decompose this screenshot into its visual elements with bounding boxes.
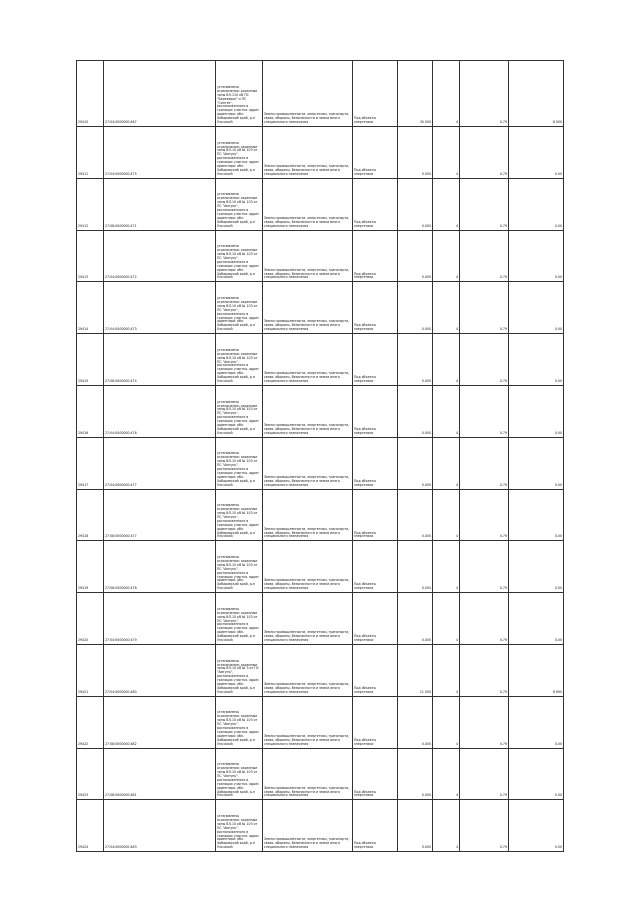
cadastral-number-cell: 27:08:0000000:477 <box>104 489 216 541</box>
value-cell: 0.00 <box>509 127 564 179</box>
area-cell: 0.000 <box>398 800 433 852</box>
rate-cell: 0.79 <box>460 282 509 334</box>
permitted-use-cell: Под объекты энергетики <box>353 61 398 127</box>
row-number-cell: 29417 <box>77 437 104 489</box>
table-row <box>77 437 564 489</box>
value-cell: 0.00 <box>509 489 564 541</box>
row-number-cell: 29412 <box>77 178 104 230</box>
cadastral-number-cell: 27:04:0000000:467 <box>104 61 216 127</box>
value-cell: 0.00 <box>509 230 564 282</box>
description-cell: установлены ограничения: охранные зоны ВЛ-10 кВ № 103 от ПС "Амгунь", расположенного в границах участка. адрес ориентира: обл. Хабаровский край, р-н Ульчский <box>216 385 263 437</box>
value-cell: 0.00 <box>509 282 564 334</box>
area-cell: 0.000 <box>398 127 433 179</box>
row-number-cell: 29415 <box>77 334 104 386</box>
area-cell: 11 000 <box>398 644 433 696</box>
permitted-use-cell: Под объекты энергетики <box>353 230 398 282</box>
row-number-cell: 29414 <box>77 282 104 334</box>
area-cell: 0.000 <box>398 593 433 645</box>
row-number-cell: 29423 <box>77 748 104 800</box>
row-number-cell: 29411 <box>77 127 104 179</box>
permitted-use-cell: Под объекты энергетики <box>353 541 398 593</box>
row-number-cell: 29424 <box>77 800 104 852</box>
area-cell: 0.000 <box>398 748 433 800</box>
cadastral-number-cell: 27:04:0000000:473 <box>104 282 216 334</box>
area-cell: 0.000 <box>398 334 433 386</box>
rate-cell: 0.79 <box>460 541 509 593</box>
row-number-cell: 29420 <box>77 593 104 645</box>
rate-cell: 0.79 <box>460 61 509 127</box>
row-number-cell: 29419 <box>77 541 104 593</box>
rate-cell: 0.79 <box>460 489 509 541</box>
cadastral-number-cell: 27:08:0000000:478 <box>104 541 216 593</box>
description-cell: установлены ограничения: охранные зоны ВЛ-10 кВ № 103 от ПС "Амгунь", расположенного в границах участка. адрес ориентира: обл. Хабаровский край, р-н Ульчский <box>216 696 263 748</box>
row-number-cell: 29410 <box>77 61 104 127</box>
table-row <box>77 489 564 541</box>
area-cell: 0.000 <box>398 437 433 489</box>
land-category-cell: Земли промышленности, энергетики, транспорта, связи, обороны, безопасности и земли иного специального назначения <box>263 748 353 800</box>
value-cell: 0.00 <box>509 541 564 593</box>
table-row <box>77 748 564 800</box>
permitted-use-cell: Под объекты энергетики <box>353 437 398 489</box>
value-cell: 0.00 <box>509 437 564 489</box>
area-cell: 0.000 <box>398 696 433 748</box>
description-cell: установлены ограничения: охранные зоны ВЛ-10 кВ № 103 от ПС "Амгунь", расположенного в границах участка. адрес ориентира: обл. Хабаровский край, р-н Ульчский <box>216 489 263 541</box>
value-cell: 0.00 <box>509 748 564 800</box>
permitted-use-cell: Под объекты энергетики <box>353 282 398 334</box>
cadastral-number-cell: 27:04:0000000:483 <box>104 800 216 852</box>
land-category-cell: Земли промышленности, энергетики, транспорта, связи, обороны, безопасности и земли иного специального назначения <box>263 696 353 748</box>
rate-cell: 0.79 <box>460 334 509 386</box>
factor-cell: 4 <box>433 127 460 179</box>
description-cell: установлены ограничения: охранные зоны ВЛ-10 кВ № 103 от ПС "Амгунь", расположенного в границах участка. адрес ориентира: обл. Хабаровский край, р-н Ульчский <box>216 127 263 179</box>
description-cell: установлены ограничения: охранные зоны ВЛ-10 кВ № 103 от ПС "Амгунь", расположенного в границах участка. адрес ориентира: обл. Хабаровский край, р-н Ульчский <box>216 282 263 334</box>
factor-cell: 4 <box>433 230 460 282</box>
land-category-cell: Земли промышленности, энергетики, транспорта, связи, обороны, безопасности и земли иного специального назначения <box>263 385 353 437</box>
land-category-cell: Земли промышленности, энергетики, транспорта, связи, обороны, безопасности и земли иного специального назначения <box>263 334 353 386</box>
permitted-use-cell: Под объекты энергетики <box>353 748 398 800</box>
area-cell: 30 000 <box>398 61 433 127</box>
value-cell: 0.00 <box>509 385 564 437</box>
rate-cell: 0.79 <box>460 127 509 179</box>
rate-cell: 0.79 <box>460 748 509 800</box>
permitted-use-cell: Под объекты энергетики <box>353 800 398 852</box>
land-category-cell: Земли промышленности, энергетики, транспорта, связи, обороны, безопасности и земли иного специального назначения <box>263 61 353 127</box>
row-number-cell: 29418 <box>77 489 104 541</box>
rate-cell: 0.79 <box>460 696 509 748</box>
table-row <box>77 230 564 282</box>
cadastral-number-cell: 27:08:0000000:474 <box>104 334 216 386</box>
value-cell: 0.00 <box>509 593 564 645</box>
cadastral-number-cell: 27:08:0000000:481 <box>104 748 216 800</box>
factor-cell: 4 <box>433 178 460 230</box>
area-cell: 0.000 <box>398 489 433 541</box>
rate-cell: 0.79 <box>460 800 509 852</box>
rate-cell: 0.79 <box>460 230 509 282</box>
rate-cell: 0.79 <box>460 593 509 645</box>
rate-cell: 0.79 <box>460 437 509 489</box>
cadastral-number-cell: 27:04:0000000:472 <box>104 230 216 282</box>
table-row <box>77 334 564 386</box>
table-row <box>77 282 564 334</box>
permitted-use-cell: Под объекты энергетики <box>353 334 398 386</box>
area-cell: 0.000 <box>398 541 433 593</box>
description-cell: установлены ограничения: охранные зоны ВЛ-10 кВ № 103 от ПС "Амгунь", расположенного в границах участка. адрес ориентира: обл. Хабаровский край, р-н Ульчский <box>216 748 263 800</box>
description-cell: установлены ограничения: охранные зоны ВЛ-10 кВ № 103 от ПС "Амгунь", расположенного в границах участка. адрес ориентира: обл. Хабаровский край, р-н Ульчский <box>216 230 263 282</box>
permitted-use-cell: Под объекты энергетики <box>353 178 398 230</box>
value-cell: 0.00 <box>509 800 564 852</box>
factor-cell: 4 <box>433 696 460 748</box>
rate-cell: 0.79 <box>460 385 509 437</box>
land-category-cell: Земли промышленности, энергетики, транспорта, связи, обороны, безопасности и земли иного специального назначения <box>263 644 353 696</box>
land-category-cell: Земли промышленности, энергетики, транспорта, связи, обороны, безопасности и земли иного специального назначения <box>263 593 353 645</box>
factor-cell: 4 <box>433 282 460 334</box>
description-cell: установлены ограничения: охранные зоны ВЛ-10 кВ № 3 от ПС "Амгунь", расположенного в границах участка. адрес ориентира: обл. Хабаровский край, р-н Ульчский <box>216 644 263 696</box>
table-row <box>77 644 564 696</box>
land-category-cell: Земли промышленности, энергетики, транспорта, связи, обороны, безопасности и земли иного специального назначения <box>263 178 353 230</box>
cadastral-number-cell: 27:04:0000000:480 <box>104 644 216 696</box>
description-cell: установлены ограничения: охранные зоны ВЛ-10 кВ № 103 от ПС "Амгунь", расположенного в границах участка. адрес ориентира: обл. Хабаровский край, р-н Ульчский <box>216 800 263 852</box>
cadastral-number-cell: 27:04:0000000:479 <box>104 593 216 645</box>
table-row <box>77 385 564 437</box>
factor-cell: 4 <box>433 644 460 696</box>
cadastral-number-cell: 27:08:0000000:471 <box>104 178 216 230</box>
land-category-cell: Земли промышленности, энергетики, транспорта, связи, обороны, безопасности и земли иного специального назначения <box>263 489 353 541</box>
land-category-cell: Земли промышленности, энергетики, транспорта, связи, обороны, безопасности и земли иного специального назначения <box>263 282 353 334</box>
description-cell: установлены ограничения: охранные зоны ВЛ-10 кВ № 103 от ПС "Амгунь", расположенного в границах участка. адрес ориентира: обл. Хабаровский край, р-н Ульчский <box>216 437 263 489</box>
table-row <box>77 127 564 179</box>
factor-cell: 4 <box>433 748 460 800</box>
land-category-cell: Земли промышленности, энергетики, транспорта, связи, обороны, безопасности и земли иного специального назначения <box>263 127 353 179</box>
row-number-cell: 29413 <box>77 230 104 282</box>
cadastral-number-cell: 27:04:0000000:475 <box>104 127 216 179</box>
permitted-use-cell: Под объекты энергетики <box>353 696 398 748</box>
permitted-use-cell: Под объекты энергетики <box>353 489 398 541</box>
table-row <box>77 541 564 593</box>
area-cell: 0.000 <box>398 230 433 282</box>
rate-cell: 0.79 <box>460 644 509 696</box>
description-cell: установлены ограничения: охранные зоны ВЛ-110 кВ ПС "Березовка" и ПС "Синтез", расположенного в границах участка. адрес ориентира: обл. Хабаровский край, р-н Ульчский <box>216 61 263 127</box>
cadastral-number-cell: 27:08:0000000:482 <box>104 696 216 748</box>
table-row <box>77 593 564 645</box>
land-category-cell: Земли промышленности, энергетики, транспорта, связи, обороны, безопасности и земли иного специального назначения <box>263 437 353 489</box>
permitted-use-cell: Под объекты энергетики <box>353 593 398 645</box>
description-cell: установлены ограничения: охранные зоны ВЛ-10 кВ № 103 от ПС "Амгунь", расположенного в границах участка. адрес ориентира: обл. Хабаровский край, р-н Ульчский <box>216 178 263 230</box>
value-cell: 0.00 <box>509 696 564 748</box>
table-body <box>77 61 564 852</box>
rate-cell: 0.79 <box>460 178 509 230</box>
land-category-cell: Земли промышленности, энергетики, транспорта, связи, обороны, безопасности и земли иного специального назначения <box>263 230 353 282</box>
row-number-cell: 29421 <box>77 644 104 696</box>
area-cell: 0.000 <box>398 282 433 334</box>
area-cell: 0.000 <box>398 385 433 437</box>
land-category-cell: Земли промышленности, энергетики, транспорта, связи, обороны, безопасности и земли иного специального назначения <box>263 800 353 852</box>
factor-cell: 4 <box>433 61 460 127</box>
factor-cell: 4 <box>433 437 460 489</box>
factor-cell: 4 <box>433 541 460 593</box>
factor-cell: 4 <box>433 800 460 852</box>
factor-cell: 4 <box>433 385 460 437</box>
cadastral-number-cell: 27:04:0000000:476 <box>104 385 216 437</box>
description-cell: установлены ограничения: охранные зоны ВЛ-10 кВ № 103 от ПС "Амгунь", расположенного в границах участка. адрес ориентира: обл. Хабаровский край, р-н Ульчский <box>216 541 263 593</box>
cadastral-number-cell: 27:04:0000000:477 <box>104 437 216 489</box>
permitted-use-cell: Под объекты энергетики <box>353 127 398 179</box>
table-row <box>77 61 564 127</box>
table-row <box>77 696 564 748</box>
value-cell: 0.00 <box>509 178 564 230</box>
factor-cell: 4 <box>433 334 460 386</box>
land-registry-table <box>76 60 564 852</box>
value-cell: 0.00 <box>509 334 564 386</box>
area-cell: 0.000 <box>398 178 433 230</box>
permitted-use-cell: Под объекты энергетики <box>353 644 398 696</box>
description-cell: установлены ограничения: охранные зоны ВЛ-10 кВ № 103 от ПС "Амгунь", расположенного в границах участка. адрес ориентира: обл. Хабаровский край, р-н Ульчский <box>216 334 263 386</box>
factor-cell: 4 <box>433 489 460 541</box>
table-row <box>77 178 564 230</box>
value-cell: 8 000 <box>509 61 564 127</box>
description-cell: установлены ограничения: охранные зоны ВЛ-10 кВ № 103 от ПС "Амгунь", расположенного в границах участка. адрес ориентира: обл. Хабаровский край, р-н Ульчский <box>216 593 263 645</box>
table-row <box>77 800 564 852</box>
row-number-cell: 29422 <box>77 696 104 748</box>
factor-cell: 4 <box>433 593 460 645</box>
land-category-cell: Земли промышленности, энергетики, транспорта, связи, обороны, безопасности и земли иного специального назначения <box>263 541 353 593</box>
permitted-use-cell: Под объекты энергетики <box>353 385 398 437</box>
value-cell: 8 690 <box>509 644 564 696</box>
row-number-cell: 29416 <box>77 385 104 437</box>
